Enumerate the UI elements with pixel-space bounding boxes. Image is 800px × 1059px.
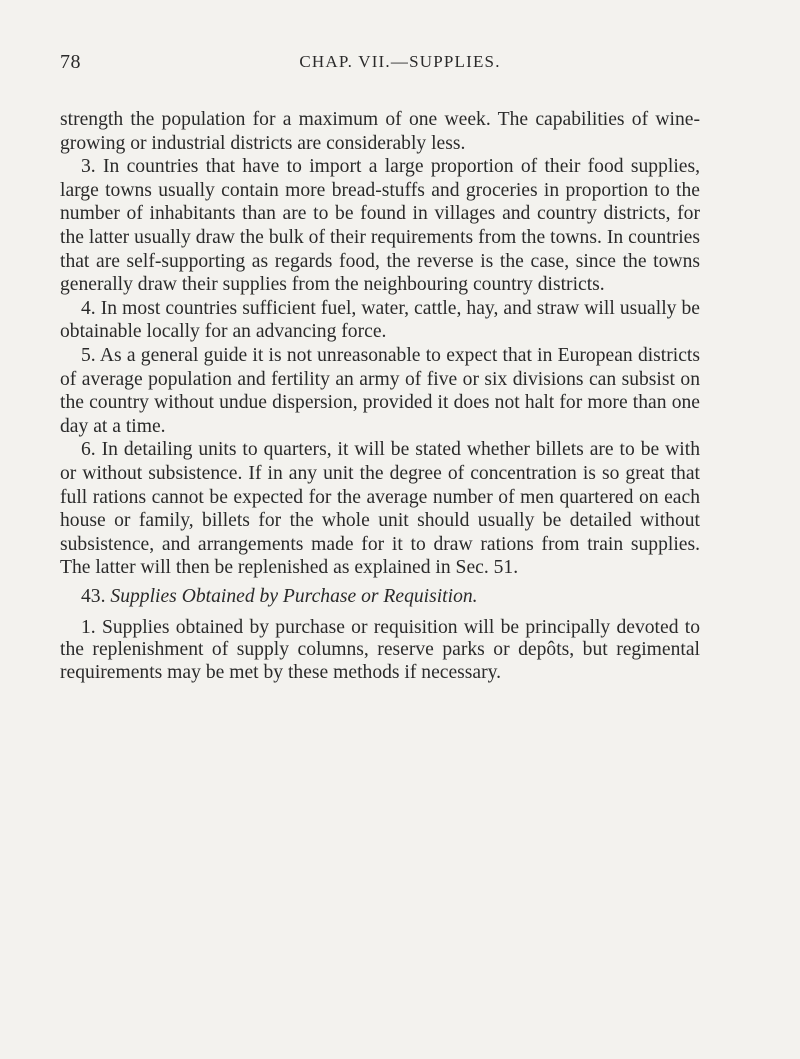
paragraph-3: 3. In countries that have to import a large proportion of their food supplies, large towns usually contain more bread-stuffs and groceries in proportion to the number of inhabitants than are to be found in villages and country districts, for the latter usually draw the bulk of their requirements from the towns. In countries that are self-supporting as regards food, the reverse is the case, since the towns generally draw their supplies from the neighbouring country districts. — [60, 156, 700, 296]
paragraph-continuation: strength the population for a maximum of one week. The capabilities of wine-growing or industrial districts are considerably less. — [60, 109, 700, 154]
section-heading — [81, 586, 700, 609]
section-title: Supplies Obtained by Purchase or Requisition. — [110, 586, 478, 607]
body-text — [60, 108, 700, 580]
section-paragraph-1: 1. Supplies obtained by purchase or requisition will be principally devoted to the replenishment of supply columns, reserve parks or depôts, but regimental requirements may be met by these methods if necessary. — [60, 616, 700, 683]
page-number: 78 — [60, 51, 81, 73]
running-head: CHAP. VII.—SUPPLIES. — [299, 52, 501, 71]
paragraph-4: 4. In most countries sufficient fuel, water, cattle, hay, and straw will usually be obtainable locally for an advancing force. — [60, 297, 700, 343]
section-43 — [60, 586, 700, 684]
paragraph-5: 5. As a general guide it is not unreasonable to expect that in European districts of average population and fertility an army of five or six divisions can subsist on the country without undue dispersion, provided it does not halt for more than one day at a time. — [60, 344, 700, 437]
paragraph-6: 6. In detailing units to quarters, it will be stated whether billets are to be with or without subsistence. If in any unit the degree of concentration is so great that full rations cannot be expected for the average number of men quartered on each house or family, billets for the whole unit should usually be detailed without subsistence, and arrangements made for it to draw rations from train supplies. The latter will then be replenished as explained in Sec. 51. — [60, 439, 700, 579]
section-number: 43. — [81, 586, 106, 607]
